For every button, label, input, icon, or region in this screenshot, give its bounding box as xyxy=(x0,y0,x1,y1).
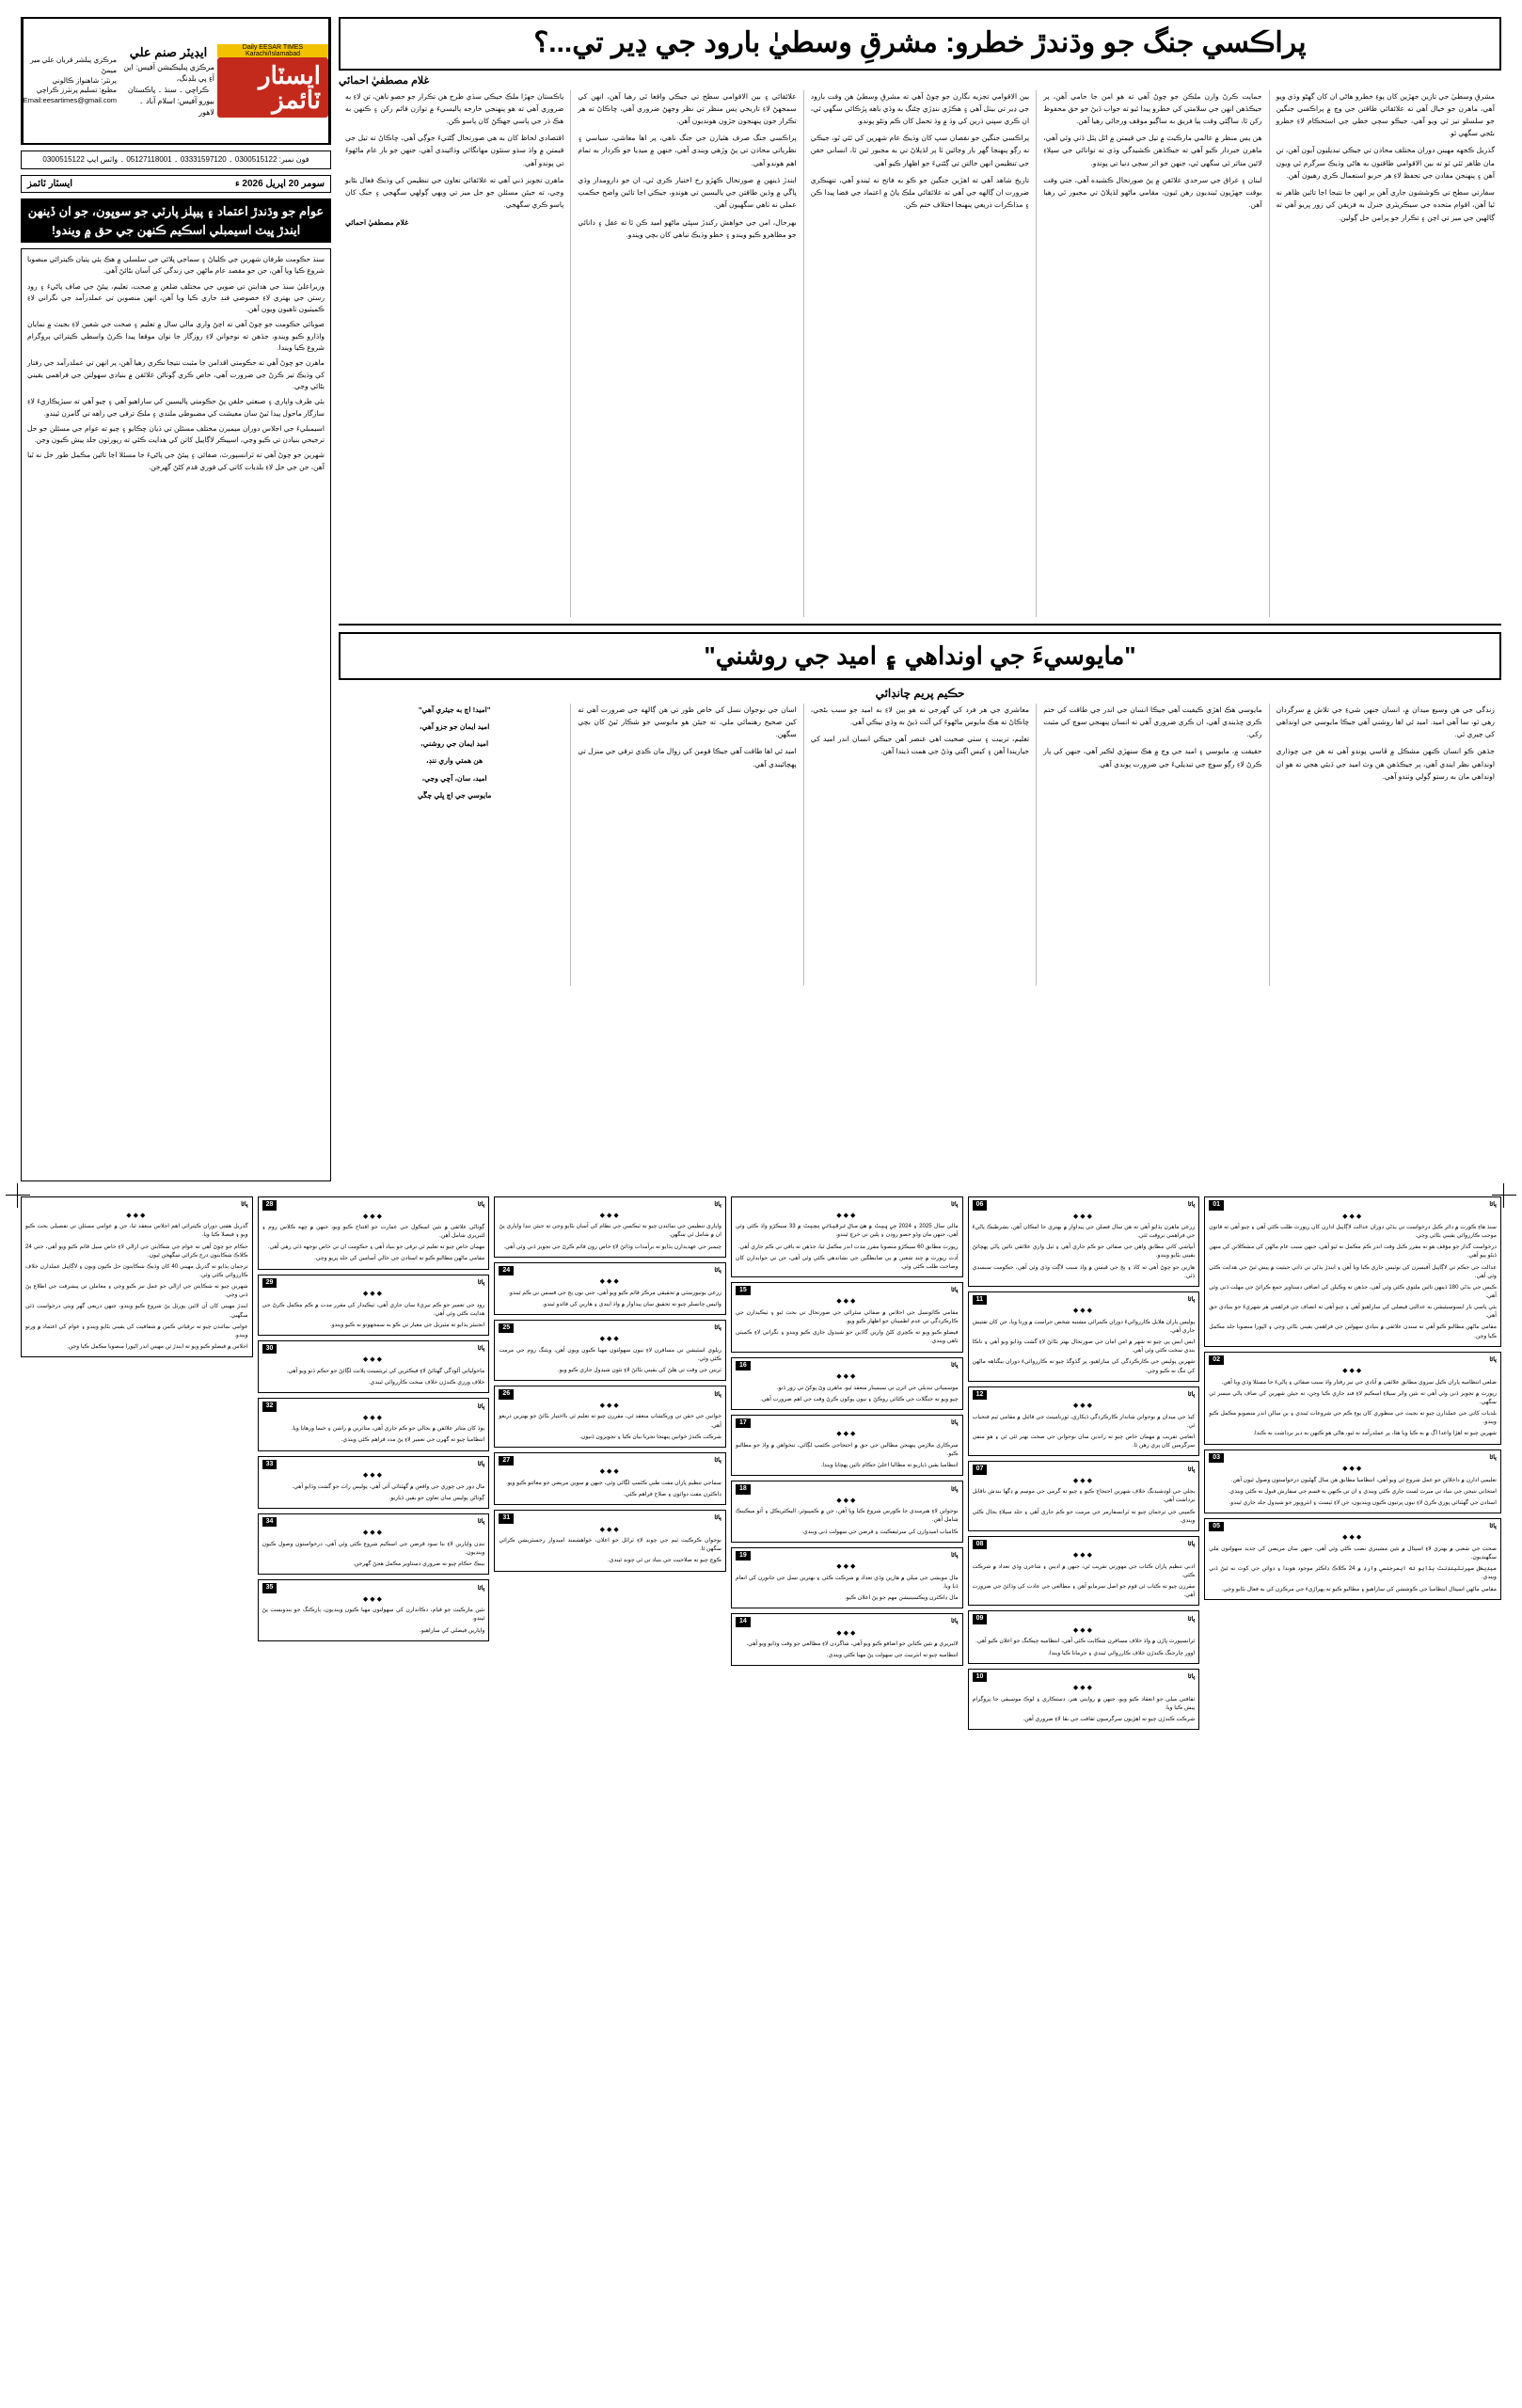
classified-header xyxy=(736,1286,959,1296)
classified-paragraph: مقررن چيو ته ڪتاب ئي قوم جو اصل سرمايو آهن ۽ مطالعي جي عادت کي وڌائڻ جي ضرورت آهي. xyxy=(972,1583,1196,1599)
classified-divider: ◆◆◆ xyxy=(599,1336,621,1343)
classified-header xyxy=(1209,1453,1497,1464)
classified-number: 31 xyxy=(499,1513,514,1524)
classified-header xyxy=(973,1200,1196,1211)
classified-tag: پاڻا xyxy=(477,1584,485,1592)
classified-number: 24 xyxy=(499,1266,514,1276)
classified-tag: پاڻا xyxy=(1187,1201,1196,1209)
classified-item[interactable] xyxy=(731,1481,963,1542)
classified-paragraph: انعامي تقريب ۾ مهمان خاص چيو ته راندين سان نوجوانن جي صحت بهتر ٿئي ٿي ۽ هو منفي سرگرمين کان پري رهن ٿا. xyxy=(972,1433,1196,1450)
article-1-headline: پراڪسي جنگ جو وڌندڙ خطرو: مشرقِ وسطيٰ بارود جي ڍير تي...؟ xyxy=(533,27,1307,58)
articles-column xyxy=(339,17,1501,1181)
masthead-line-1: مرڪزي پبليڪيشن آفيس: اين آءِ پي بلڊنگ، xyxy=(123,62,214,83)
article-2-col-1: زندگي جي هن وسيع ميدان ۾، انسان جنهن شيءِ جي تلاش ۾ سرگردان رهي ٿو، سا آهي اميد. اميد ئي اها روشني آهي جيڪا مايوسي جي اونداهي کي چيري ٿي. جڏهن ڪو انسان ڪنهن مشڪل ۾ ڦاسي پوندو آهي ته هن جي چوڌاري اونداهي نظر ايندي آهي، پر جيڪڏهن هن وٽ اميد جي ڏيئي هجي ته هو ان اونداهي مان به رستو ڳولي وٺندو آهي. xyxy=(1269,704,1501,986)
classified-header xyxy=(973,1672,1196,1683)
classifieds-column xyxy=(21,1196,253,2353)
classified-paragraph: سماجي تنظيم پاران مفت طبي ڪئمپ لڳائي وئي، جنهن ۾ سوين مريضن جو معائنو ڪيو ويو. xyxy=(506,1479,721,1486)
classified-header xyxy=(262,1278,485,1289)
classified-paragraph: صحت جي شعبي ۾ بهتري لاءِ اسپتال ۾ نئين مشينري نصب ڪئي وئي آهي، جنهن سان مريضن کي جديد سهولتون ملي سگهنديون. xyxy=(1209,1545,1497,1561)
side-news-p5: ٻئي طرف واپاري ۽ صنعتي حلقن پڻ حڪومتي پاليسين کي ساراهيو آهي ۽ چيو آهي ته سيڙپڪاريءَ لاءِ سازگار ماحول پيدا ٿيڻ سان معيشت کي مضبوطي ملندي ۽ ملڪ ترقي جي راهه تي گامزن ٿيندو. xyxy=(27,397,325,418)
classified-item[interactable] xyxy=(258,1275,490,1336)
classified-divider: ◆◆◆ xyxy=(1342,1368,1364,1375)
masthead-imprint xyxy=(23,19,119,143)
classified-header xyxy=(736,1484,959,1495)
classified-paragraph: کيڏ جي ميدان ۾ نوجوانن شاندار ڪارڪردگي ڏيکاري، ٽورنامينٽ جي فائنل ۾ مقامي ٽيم فتحياب ٿي. xyxy=(972,1413,1196,1429)
classified-divider: ◆◆◆ xyxy=(362,1472,385,1480)
classified-number: 16 xyxy=(736,1361,751,1371)
classified-tag: پاڻا xyxy=(477,1278,485,1286)
classified-paragraph: مال ڊاڪٽرن ويڪسينيشن مهم جو پڻ اعلان ڪيو. xyxy=(845,1593,959,1601)
classified-number: 25 xyxy=(499,1323,514,1334)
classified-paragraph: ڪمپني جي ترجمان چيو ته ٽرانسفارمر جي مرمت جو ڪم جاري آهي ۽ جلد سپلاءِ بحال ڪئي ويندي. xyxy=(972,1508,1196,1524)
classified-number: 09 xyxy=(973,1614,988,1624)
classified-number: 19 xyxy=(736,1551,751,1561)
classified-tag: پاڻا xyxy=(477,1402,485,1410)
contact-bar: فون نمبر: 0300515122 ۔ 03331597120 ۔ 05127118001 ۔ واٽس ايپ 0300515122 xyxy=(21,150,331,169)
classified-paragraph: زرعي يونيورسٽي ۾ تحقيقي مرڪز قائم ڪيو ويو آهي، جتي نون ٻج جي قسمن تي ڪم ٿيندو. xyxy=(508,1289,721,1296)
classified-divider: ◆◆◆ xyxy=(836,1431,858,1438)
classified-header xyxy=(499,1456,721,1466)
classified-paragraph: مقامي ماڻهن مطالبو ڪيو آهي ته سندن علائقي ۾ بنيادي سهولتن جي فراهمي يقيني بڻائي وڃي ۽ اڻپورا منصوبا جلد مڪمل ڪيا وڃن. xyxy=(1209,1323,1497,1339)
classified-divider: ◆◆◆ xyxy=(599,1468,621,1476)
classifieds-grid xyxy=(21,1196,1501,2353)
classified-paragraph: شرڪت ڪندڙن چيو ته اهڙيون سرگرميون ثقافت جي بقا لاءِ ضروري آهن. xyxy=(1023,1715,1196,1722)
classified-tag: پاڻا xyxy=(951,1287,959,1294)
classified-number: 34 xyxy=(262,1517,277,1528)
masthead xyxy=(21,17,331,145)
classified-paragraph: مقامي ڪائونسل جي اجلاس ۾ صفائي سٿرائي جي صورتحال تي بحث ٿيو ۽ ٺيڪيدارن جي ڪارڪردگي تي عدم اطمينان جو اظهار ڪيو ويو. xyxy=(735,1308,959,1325)
classified-paragraph: ٽرينن جي وقت تي هلڻ کي يقيني بڻائڻ لاءِ نئون شيڊول جاري ڪيو ويو. xyxy=(558,1367,721,1374)
classified-paragraph: چيمبر جي عهديدارن ٻڌايو ته برآمدات وڌائڻ لاءِ خاص زون قائم ڪرڻ جي تجويز ڏني وئي آهي. xyxy=(503,1243,721,1250)
classified-paragraph: مهمان خاص چيو ته تعليم ئي ترقي جو بنياد آهي ۽ حڪومت ان تي خاص توجهه ڏئي رهي آهي. xyxy=(267,1244,485,1251)
classified-divider: ◆◆◆ xyxy=(1342,1465,1364,1473)
classified-tag: پاڻا xyxy=(714,1457,721,1465)
article-1-byline: غلام مصطفيٰ احمائي xyxy=(339,74,430,87)
classified-tag: پاڻا xyxy=(477,1518,485,1526)
classified-divider: ◆◆◆ xyxy=(836,1563,858,1571)
article-1-col-5: پاڪستان جهڙا ملڪ جيڪي سڌي طرح هن تڪرار جو حصو ناهن، تن لاءِ به ضروري آهي ته هو پنهنجي خارجه پاليسيءَ ۾ توازن قائم رکن ۽ ڪنهن به هڪ ڌر جي پاسي جهڪڻ کان پاسو ڪن. اقتصادي لحاظ کان به هي صورتحال ڳڻتيءَ جوڳي آهي، ڇاڪاڻ ته تيل جي قيمتن ۾ واڌ سڌو سنئون مهانگائي وڌائيندي آهي، جنهن جو بار عام ماڻهوءَ تي پوندو آهي. ماهرن تجويز ڏني آهي ته علائقائي تعاون جي تنظيمن کي وڌيڪ فعال بڻايو وڃي، ته جيئن مسئلن جو حل ميز تي ويهي ڳولهي سگهجي ۽ جنگ کان پاسو ڪري سگهجي. غلام مصطفيٰ احمائي xyxy=(344,91,564,227)
classified-paragraph: ٽرانسپورٽ ڀاڙن ۾ واڌ خلاف مسافرن شڪايت ڪئي آهي، انتظاميه چيڪنگ جو اعلان ڪيو آهي. xyxy=(975,1638,1196,1645)
classified-divider: ◆◆◆ xyxy=(836,1497,858,1504)
classified-number: 06 xyxy=(973,1200,988,1211)
article-1-col-4: علائقائي ۽ بين الاقوامي سطح تي جيڪي واقعا ٿي رهيا آهن، انهن کي سمجهڻ لاءِ تاريخي پس منظر تي نظر وجهڻ ضروري آهي، ڇاڪاڻ ته هر تڪرار جون پنهنجون جڙون هونديون آهن. پراڪسي جنگ صرف هٿيارن جي جنگ ناهي، پر اها معاشي، سياسي ۽ نظرياتي محاذن تي پڻ وڙهي ويندي آهي، جنهن ۾ ميڊيا جو ڪردار به تمام اهم هوندو آهي. ايندڙ ڏينهن ۾ صورتحال ڪهڙو رخ اختيار ڪري ٿي، ان جو دارومدار وڏي ڀاڱي ۾ وڏين طاقتن جي پاليسين تي هوندو، جيڪي اڃا تائين واضح حڪمتِ عملي نه ٺاهي سگهيون آهن. بهرحال، امن جي خواهش رکندڙ سڀئي ماڻهو اميد ڪن ٿا ته عقل ۽ دانائي جو مظاهرو ڪيو ويندو ۽ خطو وڌيڪ تباهي کان بچي ويندو. xyxy=(570,90,802,617)
classified-paragraph: ماحولياتي آلودگي گهٽائڻ لاءِ فيڪٽرين کي ٽريٽمينٽ پلانٽ لڳائڻ جو حڪم ڏنو ويو آهي. xyxy=(286,1367,485,1374)
classified-header xyxy=(973,1465,1196,1475)
classified-divider: ◆◆◆ xyxy=(836,1212,858,1219)
date-left: ايسٽار ٽائمز xyxy=(27,179,73,189)
classified-paragraph: پوليس پاران هلايل ڪارروائيءَ دوران ڪيترائي مشتبه شخص حراست ۾ ورتا ويا، جن کان تفتيش جاري آهي. xyxy=(972,1318,1196,1334)
classified-divider: ◆◆◆ xyxy=(836,1629,858,1637)
classified-item[interactable] xyxy=(258,1196,490,1270)
classified-item[interactable] xyxy=(494,1452,726,1505)
classified-number: 10 xyxy=(973,1672,988,1683)
article-1-col-3: بين الاقوامي تجزيه نگارن جو چوڻ آهي ته مشرقِ وسطيٰ هن وقت بارود جي ڍير تي بيٺل آهي ۽ هڪڙي ننڍڙي چڻنگ به وڏي باهه ڀڙڪائي سگهي ٿي، ان ڪري سڀني ڌرين کي وڌ ۾ وڌ تحمل کان ڪم وٺڻو پوندو. پراڪسي جنگين جو نقصان سڀ کان وڌيڪ عام شهرين کي ٿئي ٿو، جيڪي نه رڳو پنهنجا گهر ٻار وڃائين ٿا پر لڏپلاڻ تي به مجبور ٿين ٿا، انساني حقن جي تنظيمن انهن حالتن تي ڳڻتيءَ جو اظهار ڪيو آهي. تاريخ شاهد آهي ته اهڙين جنگين جو ڪو به فاتح نه ٿيندو آهي، تنهنڪري ضرورت ان ڳالهه جي آهي ته علائقائي ملڪ پاڻ ۾ اعتماد جي فضا پيدا ڪن ۽ مذاڪرات ذريعي پنهنجا اختلاف ختم ڪن. xyxy=(803,90,1036,617)
classified-divider: ◆◆◆ xyxy=(599,1212,621,1219)
classified-item[interactable] xyxy=(258,1340,490,1393)
classified-item[interactable] xyxy=(258,1579,490,1640)
classified-tag: پاڻا xyxy=(951,1618,959,1625)
classified-number: 11 xyxy=(973,1295,987,1306)
classified-header xyxy=(262,1517,485,1528)
classified-item[interactable] xyxy=(494,1262,726,1315)
classified-header xyxy=(1209,1355,1497,1366)
classified-number: 08 xyxy=(973,1540,988,1550)
classified-paragraph: ضلعي انتظاميه پاران ڪيل سروي مطابق علائقي ۾ آبادي جي تيز رفتار واڌ سبب صفائي ۽ پاڻيءَ جا مسئلا وڌي ويا آهن. xyxy=(1221,1378,1497,1386)
classified-divider: ◆◆◆ xyxy=(599,1402,621,1409)
classified-item[interactable] xyxy=(258,1513,490,1575)
classified-paragraph: استادن جي گهٽتائي پوري ڪرڻ لاءِ نيون ڀرتيون ڪيون وينديون، جن لاءِ ٽيسٽ ۽ انٽرويوز جو شيڊول جلد جاري ٿيندو. xyxy=(1229,1498,1497,1506)
side-news-p6: اسيمبليءَ جي اجلاس دوران ميمبرن مختلف مسئلن تي ڌيان ڇڪايو ۽ چيو ته عوام جي مسئلن جو حل ترجيحي بنيادن تي ڪيو وڃي، اسپيڪر لاڳاپيل کاتن کي هدايت ڪئي ته رپورٽون جلد پيش ڪيون وڃن. xyxy=(27,423,325,445)
classified-paragraph: انتظاميا يقين ڏياريو ته مطالبا اعليٰ حڪام تائين پهچايا ويندا. xyxy=(820,1462,959,1469)
classified-paragraph: وائيس چانسلر چيو ته تحقيق سان پيداوار ۾ واڌ ايندي ۽ هارين کي فائدو ٿيندو. xyxy=(542,1300,721,1307)
classified-paragraph: روڊ جي تعمير جو ڪم تيزيءَ سان جاري آهي، ٺيڪيدار کي مقرر مدت ۾ ڪم مڪمل ڪرڻ جي هدايت ڪئي وئي آهي. xyxy=(262,1301,485,1317)
classified-paragraph: رپورٽ ۾ تجويز ڏني وئي آهي ته نئين واٽر سپلاءِ اسڪيم لاءِ فنڊ جاري ڪيا وڃن، ته جيئن شهرين کي صاف پاڻي ميسر ٿي سگهي. xyxy=(1209,1389,1497,1405)
classified-paragraph: سنڌ هاءِ ڪورٽ ۾ دائر ڪيل درخواست تي ٻڌڻي دوران عدالت لاڳاپيل ادارن کان رپورٽ طلب ڪئي آهي ۽ چيو آهي ته قانون موجب ڪارروائي يقيني بڻائي وڃي. xyxy=(1209,1224,1497,1240)
classified-item[interactable] xyxy=(1204,1518,1501,1600)
classified-header xyxy=(262,1344,485,1354)
classified-paragraph: عدالت جي حڪم تي لاڳاپيل آفيسرن کي نوٽيس جاري ڪيا ويا آهن ۽ ايندڙ ٻڌڻي تي ذاتي حيثيت ۾ پيش ٿيڻ جي هدايت ڪئي وئي آهي. xyxy=(1209,1263,1497,1279)
classified-paragraph: ٻئي پاسي بار ايسوسيئيشن به عدالتي فيصلي کي ساراهيو آهي ۽ چيو آهي ته انصاف جي فراهمي هر شهريءَ جو بنيادي حق آهي. xyxy=(1209,1304,1497,1320)
classifieds-column xyxy=(731,1196,963,2353)
classified-paragraph: آبپاشي کاتي مطابق واهن جي صفائي جو ڪم جاري آهي ۽ ٽيل واري علائقي تائين پاڻي پهچائڻ يقيني بڻايو ويندو. xyxy=(972,1244,1196,1259)
classified-divider: ◆◆◆ xyxy=(362,1291,385,1298)
classified-header xyxy=(25,1200,248,1210)
classified-paragraph: شهرين پوليس جي ڪارڪردگي کي ساراهيو، پر گڏوگڏ چيو ته ڪارروائيءَ دوران بيگناهه ماڻهن کي تنگ نه ڪيو وڃي. xyxy=(972,1358,1196,1374)
classified-paragraph: درخواست گذار جو مؤقف هو ته مقرر ڪيل وقت اندر ڪم مڪمل نه ٿيو آهي، جنهن سبب عام ماڻهن کي مشڪلاتن کي منهن ڏيڻو پيو آهي. xyxy=(1209,1244,1497,1259)
classified-item[interactable] xyxy=(731,1547,963,1608)
classified-paragraph: ڳوٺاڻي علائقي ۾ نئين اسڪول جي عمارت جو افتتاح ڪيو ويو، جنهن ۾ ڇهه ڪلاس روم ۽ لئبريري شامل آهن. xyxy=(262,1224,485,1240)
classified-number: 35 xyxy=(262,1583,277,1593)
classified-item[interactable] xyxy=(494,1196,726,1258)
classified-tag: پاڻا xyxy=(714,1201,721,1208)
classified-paragraph: ادبي تنظيم پاران ڪتاب جي مهورتي تقريب ٿي، جنهن ۾ اديبن ۽ شاعرن وڏي تعداد ۾ شرڪت ڪئي. xyxy=(972,1562,1196,1578)
classified-item[interactable] xyxy=(731,1613,963,1666)
classified-item[interactable] xyxy=(731,1357,963,1410)
classified-paragraph: سرڪاري ملازمن پنهنجن مطالبن جي حق ۾ احتجاجي ڪئمپ لڳائي، تنخواهن ۾ واڌ جو مطالبو ڪيو. xyxy=(735,1441,959,1457)
classified-header xyxy=(499,1389,721,1400)
paper-logo xyxy=(217,19,329,143)
divider xyxy=(339,624,1501,626)
imprint-line-2: پرنٽر: شاهنواز ڪالوني xyxy=(52,75,117,85)
classified-divider: ◆◆◆ xyxy=(836,1373,858,1381)
classified-tag: پاڻا xyxy=(1187,1465,1196,1473)
classified-tag: پاڻا xyxy=(477,1460,485,1467)
classifieds-column xyxy=(968,1196,1200,2353)
classified-item[interactable] xyxy=(494,1510,726,1571)
classifieds-column xyxy=(1204,1196,1501,2353)
classified-paragraph: ڳوٺاڻن پوليس سان تعاون جو يقين ڏياريو. xyxy=(388,1494,485,1501)
classified-number: 33 xyxy=(262,1460,277,1470)
side-news-p7: شهرين جو چوڻ آهي ته ٽرانسپورٽ، صفائي ۽ پيئڻ جي پاڻيءَ جا مسئلا اڃا تائين مڪمل طور حل نه ٿيا آهن، جن جي حل لاءِ بلديات کاتي کي فوري قدم کڻڻ گهرجن. xyxy=(27,451,325,471)
classified-divider: ◆◆◆ xyxy=(599,1278,621,1286)
classified-header xyxy=(499,1266,721,1276)
classified-tag: پاڻا xyxy=(951,1361,959,1369)
classified-number: 27 xyxy=(499,1456,514,1466)
classified-tag: پاڻا xyxy=(1187,1296,1196,1304)
classified-header xyxy=(973,1540,1196,1550)
classified-number: 26 xyxy=(499,1389,514,1400)
classified-divider: ◆◆◆ xyxy=(1072,1307,1095,1315)
imprint-line-1: مرڪزي پبلشر قربان علي مير ميمڻ xyxy=(30,55,117,74)
classified-divider: ◆◆◆ xyxy=(362,1529,385,1537)
classified-paragraph: رپورٽ مطابق 60 سيڪڙو منصوبا مقرر مدت اندر مڪمل ٿيا، جڏهن ته باقي تي ڪم جاري آهي. xyxy=(737,1243,959,1250)
classified-paragraph: مالي سال 2025 ۽ 2024 جي ڀيٽ ۾ هن سال ترقياتي بجيٽ ۾ 33 سيڪڙو واڌ ڪئي وئي آهي، جنهن مان وڏو حصو روڊن ۽ پلين تي خرچ ٿيندو. xyxy=(735,1223,959,1239)
classified-item[interactable] xyxy=(731,1415,963,1476)
classified-header xyxy=(499,1513,721,1524)
classified-number: 30 xyxy=(262,1344,277,1354)
classified-paragraph: ڊاڪٽرن مفت دوائون ۽ صلاح فراهم ڪئي. xyxy=(623,1490,721,1497)
classified-header xyxy=(973,1390,1196,1401)
classified-header xyxy=(262,1460,485,1470)
classified-paragraph: فيصلو ڪيو ويو ته ڪچري کڻڻ وارين گاڏين جو شيڊول جاري ڪيو ويندو ۽ نگراني لاءِ ڪميٽي ٺاهي ويندي. xyxy=(735,1329,959,1345)
paper-name-sd: ايسٽار ٽائمز xyxy=(217,57,328,118)
masthead-line-3: بيورو آفيس: اسلام آباد ۔ لاهور xyxy=(138,96,214,117)
classified-tag: پاڻا xyxy=(1489,1201,1497,1209)
classified-tag: پاڻا xyxy=(951,1485,959,1493)
classified-divider: ◆◆◆ xyxy=(599,1526,621,1533)
article-1-body xyxy=(339,90,1501,617)
classified-item[interactable] xyxy=(968,1291,1200,1382)
classified-tag: پاڻا xyxy=(714,1390,721,1398)
classified-number: 32 xyxy=(262,1402,277,1412)
classified-tag: پاڻا xyxy=(951,1552,959,1560)
classified-paragraph: ميڊيڪل سپرنٽينڊنٽ ٻڌايو ته ايمرجنسي وارڊ ۾ 24 ڪلاڪ ڊاڪٽر موجود هوندا ۽ دوائن جي کوٽ نه ٿيڻ ڏني ويندي. xyxy=(1209,1565,1497,1581)
classified-item[interactable] xyxy=(21,1196,253,1357)
classified-tag: پاڻا xyxy=(714,1324,721,1332)
classified-header xyxy=(262,1402,485,1412)
classified-tag: پاڻا xyxy=(477,1201,485,1209)
classified-paragraph: مال ڍور جي چوري جي واقعن ۾ گهٽتائي آئي آهي، پوليس رات جو گشت وڌايو آهي. xyxy=(292,1482,485,1490)
classified-divider: ◆◆◆ xyxy=(1342,1212,1364,1220)
classified-tag: پاڻا xyxy=(951,1419,959,1427)
classified-item[interactable] xyxy=(731,1282,963,1353)
top-section xyxy=(21,17,1501,1181)
article-2-byline: حڪيم پريم چانڊائي xyxy=(875,686,965,700)
classified-paragraph: ڪيس جي ٻڌڻي 180 ڏينهن تائين ملتوي ڪئي وئي آهي، جڏهن ته وڪيلن کي اضافي دستاويز جمع ڪرائڻ جي مهلت ڏني وئي آهي. xyxy=(1209,1283,1497,1299)
classified-tag: پاڻا xyxy=(714,1267,721,1275)
classified-item[interactable] xyxy=(494,1320,726,1381)
classified-header xyxy=(1209,1200,1497,1211)
side-news-p3: صوبائي حڪومت جو چوڻ آهي ته اچڻ واري مالي سال ۾ تعليم ۽ صحت جي شعبن لاءِ بجيٽ ۾ نمايان واڌارو ڪيو ويندو، جڏهن ته نوجوانن لاءِ روزگار جا نوان موقعا پيدا ڪرڻ واسطي ڪيترائي پروگرام شروع ڪيا ويندا. xyxy=(27,320,325,353)
classified-paragraph: مقامي ماڻهن اسپتال انتظاميا جي ڪوششن کي ساراهيو ۽ مطالبو ڪيو ته ٻهراڙيءَ جي مرڪزن کي به فعال بڻايو وڃي. xyxy=(1221,1585,1497,1592)
classified-divider: ◆◆◆ xyxy=(1072,1626,1095,1634)
masthead-center xyxy=(119,19,217,143)
classified-paragraph: خواتين جي حقن تي ورڪشاپ منعقد ٿي، مقررن چيو ته تعليم ئي بااختيار بڻائڻ جو بهترين ذريعو آهي. xyxy=(499,1413,721,1429)
classified-paragraph: حڪام جو چوڻ آهي ته عوام جي شڪايتن جي ازالي لاءِ خاص سيل قائم ڪيو ويو آهي، جتي 24 ڪلاڪ شڪايتون درج ڪرائي سگهجن ٿيون. xyxy=(25,1243,248,1259)
classified-divider: ◆◆◆ xyxy=(362,1414,385,1421)
classified-paragraph: انجنيئر ٻڌايو ته مٽيريل جي معيار تي ڪو به سمجهوتو نه ڪيو ويندو. xyxy=(330,1321,485,1328)
classified-divider: ◆◆◆ xyxy=(1072,1212,1095,1220)
classified-number: 17 xyxy=(736,1418,751,1429)
classified-number: 15 xyxy=(736,1286,751,1296)
classified-divider: ◆◆◆ xyxy=(1342,1534,1364,1542)
classified-divider: ◆◆◆ xyxy=(836,1298,858,1306)
classified-item[interactable] xyxy=(1204,1196,1501,1347)
classified-number: 18 xyxy=(736,1484,751,1495)
article-1-col-2: حمايت ڪرڻ وارن ملڪن جو چوڻ آهي ته هو امن جا حامي آهن، پر جيڪڏهن انهن جي سلامتي کي خطرو پيدا ٿيو ته جواب ڏيڻ جو حق محفوظ رکن ٿا، ساڳئي وقت ٻيا فريق به ساڳيو موقف ورجائي رهيا آهن. هن پس منظر ۾ عالمي مارڪيٽ ۾ تيل جي قيمتن ۾ اٿل پٿل ڏٺي وئي آهي، ماهرن خبردار ڪيو آهي ته جيڪڏهن ڪشيدگي وڌي ته توانائي جي سپلاءِ لائين متاثر ٿي سگهي ٿي، جنهن جو اثر سڄي دنيا تي پوندو. لبنان ۽ عراق جي سرحدي علائقن ۾ پڻ صورتحال ڪشيده آهي، جتي وقت بوقت جهڙپون ٿينديون رهن ٿيون، مقامي ماڻهو لڏپلاڻ تي مجبور ٿي رهيا آهن. xyxy=(1036,90,1268,617)
classified-paragraph: نئين مارڪيٽ جو قيام، دڪاندارن کي سهولتون مهيا ڪيون وينديون، پارڪنگ جو بندوبست پڻ ٿيندو. xyxy=(262,1607,485,1623)
classified-paragraph: بلديات کاتي جي عملدارن چيو ته بجيٽ جي منظوري کان پوءِ ڪم جي شروعات ٿيندي ۽ ٻن سالن اندر منصوبو مڪمل ڪيو ويندو. xyxy=(1209,1410,1497,1426)
classified-item[interactable] xyxy=(258,1456,490,1509)
classified-paragraph: انتظاميه چيو ته انٽرنيٽ جي سهولت پڻ مهيا ڪئي ويندي. xyxy=(826,1652,959,1659)
classified-paragraph: شرڪت ڪندڙ خواتين پنهنجا تجربا بيان ڪيا ۽ تجويزون ڏنيون. xyxy=(579,1433,721,1440)
classified-divider: ◆◆◆ xyxy=(362,1356,385,1364)
classified-tag: پاڻا xyxy=(1489,1523,1497,1530)
classified-paragraph: موسمياتي تبديلي جي اثرن تي سيمينار منعقد ٿيو، ماهرن وڻ پوکڻ تي زور ڏنو. xyxy=(776,1384,959,1391)
classified-paragraph: اوور چارجنگ ڪندڙن خلاف ڪارروائي ٿيندي ۽ جرمانا ڪيا ويندا. xyxy=(1048,1649,1196,1656)
classified-header xyxy=(262,1583,485,1593)
classified-number: 05 xyxy=(1209,1522,1224,1532)
classified-number: 28 xyxy=(262,1200,277,1211)
article-2-headline: "مايوسيءَ جي اونداهي ۽ اميد جي روشني" xyxy=(704,641,1136,670)
classified-tag: پاڻا xyxy=(241,1201,248,1208)
classified-item[interactable] xyxy=(968,1461,1200,1531)
side-news-p1: سنڌ حڪومت طرفان شهرين جي ڪلياڻ ۽ سماجي ڀلائي جي سلسلي ۾ هڪ ٻئي پٺيان ڪيترائي منصوبا شروع ڪيا ويا آهن، جن جو مقصد عام ماڻهن جي زندگي کي آسان بڻائڻ آهي. xyxy=(27,255,325,276)
imprint-email[interactable]: Email:eesartimes@gmail.com xyxy=(23,96,117,105)
classified-paragraph: زرعي ماهرن ٻڌايو آهي ته هن سال فصلن جي پيداوار ۾ بهتري جا امڪان آهن، بشرطيڪ پاڻيءَ جي فراهمي بروقت ٿئي. xyxy=(972,1224,1196,1240)
classified-tag: پاڻا xyxy=(714,1514,721,1522)
classified-item[interactable] xyxy=(731,1196,963,1277)
article-2-col-3: معاشري جي هر فرد کي گهرجي ته هو ٻين لاءِ به اميد جو سبب بڻجي، ڇاڪاڻ ته هڪ مايوس ماڻهوءَ کي آٿت ڏيڻ به وڏي نيڪي آهي. تعليم، تربيت ۽ سٺي صحبت اهي عنصر آهن جيڪي انسان اندر اميد کي جياريندا آهن ۽ کيس اڳتي وڌڻ جي همت ڏيندا آهن. xyxy=(803,704,1036,986)
classified-header xyxy=(499,1323,721,1334)
classified-tag: پاڻا xyxy=(1187,1673,1196,1681)
classified-header xyxy=(262,1200,485,1211)
classified-item[interactable] xyxy=(494,1386,726,1447)
article-2-col-2: مايوسي هڪ اهڙي ڪيفيت آهي جيڪا انسان جي اندر جي طاقت کي ختم ڪري ڇڏيندي آهي، ان ڪري ضروري آهي ته انسان پنهنجي سوچ کي مثبت رکي. حقيقت ۾، مايوسي ۽ اميد جي وچ ۾ هڪ سنهڙي لڪير آهي، جنهن کي پار ڪرڻ لاءِ رڳو سوچ جي تبديليءَ جي ضرورت پوندي آهي. xyxy=(1036,704,1268,986)
classified-divider: ◆◆◆ xyxy=(1072,1552,1095,1560)
masthead-column xyxy=(21,17,331,1181)
lead-banner: عوام جو وڌندڙ اعتماد ۽ پيپلز پارٽي جو سوڀون، جو ان ڏينهن ايندڙ ڀيٽ اسيمبلي اسڪيم ڪنهن جي حق ۾ ويندو! xyxy=(21,198,331,243)
classified-item[interactable] xyxy=(968,1196,1200,1287)
classified-tag: پاڻا xyxy=(951,1201,959,1208)
date-bar xyxy=(21,175,331,193)
classifieds-column xyxy=(258,1196,490,2353)
classified-paragraph: نوجوان ڪرڪيٽ ٽيم جي چونڊ لاءِ ٽرائل جو اعلان، خواهشمند اميدوار رجسٽريشن ڪرائي سگهن ٿا. xyxy=(499,1537,721,1553)
article-2-body xyxy=(339,704,1501,986)
classified-item[interactable] xyxy=(968,1536,1200,1607)
side-news-p2: وزيراعليٰ سنڌ جي هدايتن تي صوبي جي مختلف ضلعن ۾ صحت، تعليم، پيئڻ جي صاف پاڻيءَ ۽ روڊ رستن جي بهتري لاءِ خصوصي فنڊ جاري ڪيا ويا آهن، انهن منصوبن تي عملدرآمد جي نگراني لاءِ ڪميٽيون ٺاهيون ويون آهن. xyxy=(27,281,325,314)
classified-divider: ◆◆◆ xyxy=(362,1212,385,1220)
classified-header xyxy=(973,1295,1196,1306)
classified-paragraph: لائبريري ۾ نئين ڪتابن جو اضافو ڪيو ويو آهي، شاگردن لاءِ مطالعي جو وقت وڌايو ويو آهي. xyxy=(746,1640,959,1648)
classified-header xyxy=(736,1418,959,1429)
article-2-col-4: اسان جي نوجوان نسل کي خاص طور تي هن ڳالهه جي ضرورت آهي ته کين صحيح رهنمائي ملي، ته جيئن هو مايوسي جو شڪار ٿيڻ کان بچي سگهن. اميد ئي اها طاقت آهي جيڪا قومن کي زوال مان ڪڍي ترقي جي منزل تي پهچائيندي آهي. xyxy=(570,704,802,986)
classifieds-column xyxy=(494,1196,726,2353)
classified-divider: ◆◆◆ xyxy=(362,1595,385,1603)
classified-paragraph: اجلاس ۾ فيصلو ڪيو ويو ته ايندڙ ٽن مهينن اندر اڻپورا منصوبا مڪمل ڪيا وڃن. xyxy=(67,1342,248,1350)
classified-number: 01 xyxy=(1209,1200,1224,1211)
classified-paragraph: ننڍن واپارين لاءِ بنا سود قرضن جي اسڪيم شروع ڪئي وئي آهي، درخواستون وصول ڪيون وينديون. xyxy=(262,1540,485,1556)
classified-paragraph: ٻوڏ کان متاثر علائقن ۾ بحالي جو ڪم جاري آهي، متاثرين ۾ راشن ۽ خيما ورهايا ويا. xyxy=(291,1425,485,1433)
classified-paragraph: واپارين فيصلي کي ساراهيو. xyxy=(420,1626,485,1634)
classified-tag: پاڻا xyxy=(1187,1615,1196,1623)
classified-item[interactable] xyxy=(1204,1352,1501,1445)
classified-paragraph: چيو ويو ته جنگلات جي ڪٽائي روڪڻ ۽ نيون پوکون ڪرڻ وقت جي اهم ضرورت آهي. xyxy=(760,1395,959,1402)
classified-paragraph: عوامي نمائندن چيو ته ترقياتي ڪمن ۾ شفافيت کي يقيني بڻايو ويندو ۽ عوام کي اعتماد ۾ ورتو ويندو. xyxy=(25,1323,248,1339)
classified-paragraph: تعليمي ادارن ۾ داخلائن جو عمل شروع ٿي ويو آهي، انتظاميا مطابق هن سال گهڻيون درخواستون وصول ٿيون آهن. xyxy=(1230,1476,1497,1483)
classified-header xyxy=(736,1617,959,1627)
classified-paragraph: انتظاميا چيو ته گهرن جي تعمير لاءِ پڻ مدد فراهم ڪئي ويندي. xyxy=(341,1436,485,1444)
article-1-header xyxy=(339,17,1501,71)
classified-item[interactable] xyxy=(968,1669,1200,1730)
date-right: سومر 20 اپريل 2026 ء xyxy=(234,179,325,189)
classified-number: 02 xyxy=(1209,1355,1224,1366)
classified-item[interactable] xyxy=(968,1610,1200,1663)
classified-paragraph: ايندڙ مهيني کان آن لائين پورٽل پڻ شروع ڪيو ويندو، جنهن ذريعي گهر ويٺي درخواست ڏئي سگهبي. xyxy=(25,1303,248,1319)
classified-tag: پاڻا xyxy=(1187,1541,1196,1548)
classified-number: 03 xyxy=(1209,1453,1224,1464)
classified-paragraph: نوجوانن لاءِ هنرمندي جا ڪورس شروع ڪيا ويا آهن، جن ۾ ڪمپيوٽر، اليڪٽريڪل ۽ آٽو ميڪينڪ شامل آهن. xyxy=(735,1508,959,1524)
classified-paragraph: شهرين چيو ته اهڙا واعدا اڳ ۾ به ڪيا ويا هئا، پر عملدرآمد نه ٿيو، هاڻي هو ڪنهن به دير برداشت نه ڪندا. xyxy=(1253,1430,1497,1437)
paper-name-en: Daily EESAR TIMES Karachi/Islamabad xyxy=(217,44,328,57)
classified-tag: پاڻا xyxy=(1489,1453,1497,1461)
classified-paragraph: مال مويشي جي ميلي ۾ هارين وڏي تعداد ۾ شرڪت ڪئي ۽ بهترين نسل جي جانورن کي انعام ڏنا ويا. xyxy=(735,1574,959,1590)
classified-number: 12 xyxy=(973,1390,988,1401)
masthead-line-2: ڪراچي ۔ سنڌ ۔ پاڪستان xyxy=(127,85,210,94)
classified-divider: ◆◆◆ xyxy=(126,1212,148,1219)
classified-divider: ◆◆◆ xyxy=(1072,1685,1095,1692)
classified-paragraph: بجلي جي لوڊشيڊنگ خلاف شهرين احتجاج ڪيو ۽ چيو ته گرمي جي موسم ۾ ڊگها بندش ناقابل برداشت آهي. xyxy=(972,1488,1196,1504)
classified-paragraph: گذريل هفتي دوران ڪيترائي اهم اجلاس منعقد ٿيا، جن ۾ عوامي مسئلن تي تفصيلي بحث ڪيو ويو ۽ فيصلا ڪيا ويا. xyxy=(25,1223,248,1239)
classified-header xyxy=(736,1551,959,1561)
article-1-col-1: مشرقِ وسطيٰ جي تازين جهڙپن کان پوءِ خطرو هاڻي ان کان گهڻو وڌي ويو آهي، ماهرن جو خيال آهي ته علائقائي طاقتن جي وچ ۾ پراڪسي جنگين جو سلسلو تيز ٿي ويو آهي، جيڪو سڄي خطي جي استحڪام لاءِ خطرو بڻجي سگهي ٿو. گذريل ڪجهه مهينن دوران مختلف محاذن تي جيڪي تبديليون آيون آهن، تن مان ظاهر ٿئي ٿو ته بين الاقوامي طاقتون به هاڻي وڌيڪ سرگرم ٿي ويون آهن ۽ پنهنجن مفادن جي تحفظ لاءِ هر حربو استعمال ڪري رهيون آهن. سفارتي سطح تي ڪوششون جاري آهن پر انهن جا نتيجا اڃا تائين ظاهر نه ٿيا آهن، اقوام متحده جي سيڪريٽري جنرل به فريقن کي زور ڀريو آهي ته ڳالهين جي ميز تي اچن ۽ تڪرار جو پرامن حل ڳولين. xyxy=(1269,90,1501,617)
classified-header xyxy=(973,1614,1196,1624)
classified-paragraph: ايس ايس پي چيو ته شهر ۾ امن امان جي صورتحال بهتر بڻائڻ لاءِ گشت وڌايو ويو آهي ۽ ناڪا بندي سخت ڪئي وئي آهي. xyxy=(972,1339,1196,1354)
classified-paragraph: ڪامياب اميدوارن کي سرٽيفڪيٽ ۽ قرضن جي سهولت ڏني ويندي. xyxy=(801,1528,959,1535)
classified-number: 29 xyxy=(262,1278,277,1289)
classified-tag: پاڻا xyxy=(1489,1356,1497,1364)
classified-header xyxy=(736,1361,959,1371)
classified-item[interactable] xyxy=(1204,1450,1501,1513)
side-news-p4: ماهرن جو چوڻ آهي ته حڪومتي اقدامن جا مثبت نتيجا نڪري رهيا آهن، پر انهن تي عملدرآمد جي رفتار کي وڌيڪ تيز ڪرڻ جي ضرورت آهي، خاص ڪري ڳوٺاڻن علائقن ۾ بنيادي سهولتن جي فراهمي يقيني بڻائي وڃي. xyxy=(27,358,325,390)
classified-divider: ◆◆◆ xyxy=(1072,1477,1095,1484)
classified-paragraph: مقامي ماڻهن مطالبو ڪيو ته استادن جي خالي آسامين کي جلد ڀريو وڃي. xyxy=(314,1255,485,1262)
classified-paragraph: آڊٽ رپورٽ ۾ چند شعبن ۾ بي ضابطگين جي نشاندهي ڪئي وئي آهي، جن تي جوابدارن کان وضاحت طلب ڪئي وئي. xyxy=(735,1254,959,1270)
classified-paragraph: هارين جو چوڻ آهي ته کاڌ ۽ ٻج جي قيمتن ۾ واڌ سبب لاڳت وڌي وئي آهي، حڪومت سبسڊي ڏئي. xyxy=(972,1263,1196,1279)
classified-item[interactable] xyxy=(968,1386,1200,1457)
classified-tag: پاڻا xyxy=(477,1345,485,1353)
classified-paragraph: ثقافتي ميلي جو انعقاد ڪيو ويو، جنهن ۾ روايتي هنر، دستڪاري ۽ لوڪ موسيقي جا پروگرام پيش ڪيا ويا. xyxy=(972,1695,1196,1711)
classified-number: 14 xyxy=(736,1617,751,1627)
classified-paragraph: ريلوي اسٽيشن تي مسافرن لاءِ نيون سهولتون مهيا ڪيون ويون آهن، ويٽنگ روم جي مرمت ڪئي وئي. xyxy=(499,1346,721,1363)
classified-paragraph: واپاري تنظيمن جي نمائندن چيو ته ٽيڪسن جي نظام کي آسان بڻايو وڃي ته جيئن ننڍا واپاري پڻ ان ۾ شامل ٿي سگهن. xyxy=(499,1223,721,1239)
classified-paragraph: ترجمان ٻڌايو ته گذريل مهيني 40 کان وڌيڪ شڪايتون حل ڪيون ويون ۽ لاڳاپيل عملدارن خلاف ڪارروائي ڪئي وئي. xyxy=(25,1262,248,1278)
classified-paragraph: امتحاني نتيجن جي بنياد تي ميرٽ لسٽ جاري ڪئي ويندي ۽ ان تي ڪنهن به قسم جي سفارش قبول نه ڪئي ويندي. xyxy=(1228,1487,1497,1495)
classified-header xyxy=(1209,1522,1497,1532)
classified-paragraph: بينڪ حڪام چيو ته ضروري دستاويز مڪمل هجڻ گهرجن. xyxy=(353,1560,485,1568)
classified-header xyxy=(736,1200,959,1210)
classified-number: 07 xyxy=(973,1465,988,1475)
classified-item[interactable] xyxy=(258,1398,490,1450)
article-2-header xyxy=(339,632,1501,680)
editor-label: ايڊيٽر صنم علي xyxy=(129,45,208,60)
classified-paragraph: خلاف ورزي ڪندڙن خلاف سخت ڪارروائي ٿيندي. xyxy=(368,1379,485,1386)
article-2-col-5: "اميد! اڄ به جيئري آهي" اميد ايمان جو جزو آهي، اميد ايمان جي روشني، هن همتي واري ننڊ، اميد، سان، آڇي وڃي، مايوسي جي اڄ ڀلي چڱي xyxy=(417,705,492,800)
imprint-line-3: مطبع: تسليم پرنٽرز ڪراچي xyxy=(36,86,117,95)
classified-paragraph: ڪوچ چيو ته صلاحيت جي بنياد تي ئي چونڊ ٿيندي. xyxy=(608,1557,721,1564)
classified-header xyxy=(499,1200,721,1210)
classified-tag: پاڻا xyxy=(1187,1391,1196,1399)
side-news-column xyxy=(21,248,331,1181)
classified-paragraph: شهرين چيو ته شڪايتن جي ازالي جو عمل تيز ڪيو وڃي ۽ معاملن تي پيشرفت جي اطلاع پڻ ڏني وڃي. xyxy=(25,1283,248,1299)
classified-divider: ◆◆◆ xyxy=(1072,1402,1095,1410)
